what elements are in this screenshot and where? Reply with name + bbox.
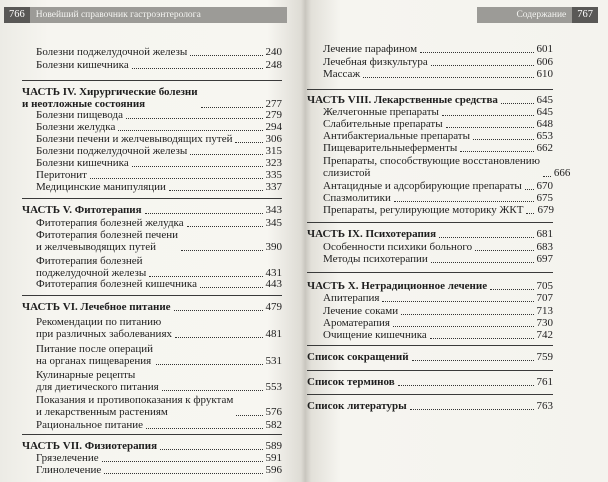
dot-leader xyxy=(236,415,262,416)
toc-entry xyxy=(323,56,553,68)
toc-entry xyxy=(36,121,282,133)
toc-page-number: 337 xyxy=(265,181,282,193)
toc-entry xyxy=(323,317,553,329)
toc-entry xyxy=(323,204,553,216)
toc-entry-title: Перитонит xyxy=(36,169,87,181)
section-divider xyxy=(22,295,282,296)
toc-page-number: 248 xyxy=(265,59,282,71)
toc-page-number: 713 xyxy=(536,305,553,317)
toc-page-number: 761 xyxy=(536,376,553,388)
toc-entry xyxy=(323,130,553,142)
dot-leader xyxy=(149,276,262,277)
running-header xyxy=(477,7,598,23)
dot-leader xyxy=(473,139,533,140)
toc-entry-title: ЧАСТЬ IX. Психотерапия xyxy=(307,228,437,240)
dot-leader xyxy=(190,154,262,155)
dot-leader xyxy=(446,127,534,128)
toc-entry xyxy=(36,464,282,476)
toc-entry-title: Список терминов xyxy=(307,376,395,388)
toc-entry-title: Препараты, регулирующие моторику ЖКТ xyxy=(323,204,524,216)
toc-page-number: 610 xyxy=(536,68,553,80)
dot-leader xyxy=(543,176,551,177)
toc-page-number: 645 xyxy=(536,106,553,118)
section-divider xyxy=(22,434,282,435)
dot-leader xyxy=(394,201,534,202)
toc-entry-title: Антибактериальные препараты xyxy=(323,130,471,142)
toc-entry-title: Болезни печени и желчевыводящих путей xyxy=(36,133,233,145)
toc-entry-title-line: и лекарственным растениям xyxy=(36,406,168,418)
dot-leader xyxy=(102,461,263,462)
toc-page-number: 596 xyxy=(265,464,282,476)
dot-leader xyxy=(382,301,533,302)
toc-page-number: 666 xyxy=(553,167,571,179)
toc-part-heading xyxy=(307,351,553,363)
toc-entry xyxy=(36,145,282,157)
toc-entry xyxy=(36,217,282,229)
toc-entry-title: Лечение соками xyxy=(323,305,399,317)
left-page xyxy=(0,0,300,482)
dot-leader xyxy=(410,409,534,410)
toc-entry-title: Антацидные и адсорбирующие препараты xyxy=(323,180,522,192)
toc-entry xyxy=(323,305,553,317)
toc-entry xyxy=(36,343,282,367)
toc-entry xyxy=(36,59,282,71)
toc-entry-title: Лечение парафином xyxy=(323,43,418,55)
toc-entry-title: Спазмолитики xyxy=(323,192,391,204)
toc-entry-title: Слабительные препараты xyxy=(323,118,443,130)
toc-entry xyxy=(36,46,282,58)
toc-entry-title: Глинолечение xyxy=(36,464,102,476)
toc-page-number: 443 xyxy=(265,278,282,290)
toc-entry xyxy=(36,181,282,193)
toc-entry xyxy=(323,68,553,80)
toc-part-heading xyxy=(307,280,553,292)
toc-entry-title: Особенности психики больного xyxy=(323,241,473,253)
toc-entry xyxy=(323,241,553,253)
toc-entry xyxy=(36,229,282,253)
toc-entry-title-line: и желчевыводящих путей xyxy=(36,241,156,253)
toc-page-number: 705 xyxy=(536,280,553,292)
toc-entry-title-line: Фитотерапия болезней xyxy=(36,255,143,267)
toc-entry-title: ЧАСТЬ X. Нетрадиционное лечение xyxy=(307,280,488,292)
toc-page-number: 323 xyxy=(265,157,282,169)
toc-entry-title-line: Рекомендации по питанию xyxy=(36,316,162,328)
running-head-title: Содержание xyxy=(516,10,567,20)
section-divider xyxy=(307,89,553,90)
toc-entry-title: Массаж xyxy=(323,68,361,80)
toc-entry xyxy=(36,452,282,464)
dot-leader xyxy=(393,326,534,327)
toc-entry-title: Грязелечение xyxy=(36,452,99,464)
toc-entry-title: ЧАСТЬ VI. Лечебное питание xyxy=(22,301,171,313)
toc-entry xyxy=(323,329,553,341)
dot-leader xyxy=(475,250,533,251)
toc-page-number: 345 xyxy=(265,217,282,229)
toc-page-number: 553 xyxy=(265,381,282,393)
dot-leader xyxy=(187,226,263,227)
dot-leader xyxy=(174,310,263,311)
dot-leader xyxy=(501,103,534,104)
toc-entry-title: ЧАСТЬ VIII. Лекарственные средства xyxy=(307,94,498,106)
toc-entry-title: ЧАСТЬ V. Фитотерапия xyxy=(22,204,142,216)
toc-entry xyxy=(36,169,282,181)
toc-page-number: 606 xyxy=(536,56,553,68)
toc-entry xyxy=(36,316,282,340)
toc-entry-title: Фитотерапия болезней желудка xyxy=(36,217,184,229)
toc-page-number: 763 xyxy=(536,400,553,412)
toc-page-number: 277 xyxy=(265,98,282,110)
dot-leader xyxy=(90,178,263,179)
dot-leader xyxy=(431,262,534,263)
toc-page-number: 653 xyxy=(536,130,553,142)
dot-leader xyxy=(398,385,534,386)
dot-leader xyxy=(156,364,262,365)
toc-page-number: 679 xyxy=(537,204,554,216)
toc-page-number: 294 xyxy=(265,121,282,133)
dot-leader xyxy=(490,289,533,290)
toc-entry-title: Лечебная физкультура xyxy=(323,56,428,68)
toc-page-number: 648 xyxy=(536,118,553,130)
toc-page-number: 576 xyxy=(265,406,282,418)
toc-entry-title: Болезни поджелудочной железы xyxy=(36,46,188,58)
toc-page-number: 531 xyxy=(265,355,282,367)
toc-entry-title: Методы психотерапии xyxy=(323,253,428,265)
toc-entry xyxy=(36,255,282,279)
toc-entry xyxy=(323,43,553,55)
dot-leader xyxy=(401,314,533,315)
section-divider xyxy=(307,345,553,346)
toc-page-number: 335 xyxy=(265,169,282,181)
toc-part-heading xyxy=(22,204,282,216)
toc-page-number: 742 xyxy=(536,329,553,341)
toc-entry xyxy=(323,106,553,118)
dot-leader xyxy=(175,337,262,338)
toc-entry-title-line: поджелудочной железы xyxy=(36,267,147,279)
dot-leader xyxy=(169,190,263,191)
toc-part-heading xyxy=(22,440,282,452)
dot-leader xyxy=(181,250,263,251)
section-divider xyxy=(307,222,553,223)
toc-entry-title-line: слизистой xyxy=(323,167,371,179)
dot-leader xyxy=(526,213,534,214)
toc-page-number: 670 xyxy=(536,180,553,192)
toc-entry xyxy=(323,192,553,204)
toc-page-number: 683 xyxy=(536,241,553,253)
toc-entry-title: Болезни пищевода xyxy=(36,109,123,121)
section-divider xyxy=(22,198,282,199)
toc-page-number: 707 xyxy=(536,292,553,304)
toc-page-number: 279 xyxy=(265,109,282,121)
toc-page-number: 675 xyxy=(536,192,553,204)
toc-entry-title: Желчегонные препараты xyxy=(323,106,439,118)
toc-part-heading xyxy=(307,228,553,240)
toc-page-number: 759 xyxy=(536,351,553,363)
section-divider xyxy=(307,272,553,273)
toc-page-number: 582 xyxy=(265,419,282,431)
dot-leader xyxy=(118,130,262,131)
toc-entry xyxy=(323,142,553,154)
toc-entry-title: Болезни кишечника xyxy=(36,157,129,169)
dot-leader xyxy=(162,390,263,391)
toc-entry xyxy=(36,394,282,418)
toc-entry-title: Болезни желудка xyxy=(36,121,116,133)
toc-page-number: 306 xyxy=(265,133,282,145)
dot-leader xyxy=(439,237,533,238)
toc-entry-title-line: при различных заболеваниях xyxy=(36,328,173,340)
toc-entry-title-line: Питание после операций xyxy=(36,343,154,355)
toc-page-number: 343 xyxy=(265,204,282,216)
running-head-title: Новейший справочник гастроэнтеролога xyxy=(35,10,201,20)
toc-part-heading xyxy=(22,86,282,110)
toc-page-number: 645 xyxy=(536,94,553,106)
toc-entry-title: Очищение кишечника xyxy=(323,329,427,341)
toc-page-number: 431 xyxy=(265,267,282,279)
toc-entry-title: Фитотерапия болезней кишечника xyxy=(36,278,197,290)
toc-page-number: 697 xyxy=(536,253,553,265)
toc-entry-title-line: и неотложные состояния xyxy=(22,98,146,110)
toc-entry-title-line: ЧАСТЬ IV. Хирургические болезни xyxy=(22,86,198,98)
toc-entry-title: ЧАСТЬ VII. Физиотерапия xyxy=(22,440,158,452)
toc-entry-title: Болезни поджелудочной железы xyxy=(36,145,188,157)
toc-entry xyxy=(36,278,282,290)
toc-entry xyxy=(323,118,553,130)
toc-page-number: 662 xyxy=(536,142,553,154)
dot-leader xyxy=(146,428,262,429)
toc-page-number: 479 xyxy=(265,301,282,313)
toc-page-number: 591 xyxy=(265,452,282,464)
toc-entry xyxy=(323,155,571,179)
toc-part-heading xyxy=(307,376,553,388)
dot-leader xyxy=(160,449,262,450)
toc-entry xyxy=(36,369,282,393)
dot-leader xyxy=(420,52,533,53)
toc-page-number: 390 xyxy=(265,241,282,253)
toc-page-number: 730 xyxy=(536,317,553,329)
dot-leader xyxy=(145,213,263,214)
dot-leader xyxy=(431,65,534,66)
dot-leader xyxy=(235,142,262,143)
toc-entry-title: Апитерапия xyxy=(323,292,380,304)
toc-entry-title: Пищеварительныеферменты xyxy=(323,142,458,154)
toc-part-heading xyxy=(307,400,553,412)
toc-entry xyxy=(36,133,282,145)
page-number: 766 xyxy=(4,7,30,23)
toc-entry-title-line: на органах пищеварения xyxy=(36,355,152,367)
toc-entry-title-line: Показания и противопоказания к фруктам xyxy=(36,394,234,406)
section-divider xyxy=(307,394,553,395)
dot-leader xyxy=(201,107,263,108)
toc-entry xyxy=(323,253,553,265)
section-divider xyxy=(307,370,553,371)
toc-page-number: 481 xyxy=(265,328,282,340)
toc-part-heading xyxy=(22,301,282,313)
running-header xyxy=(4,7,287,23)
toc-entry-title-line: Кулинарные рецепты xyxy=(36,369,136,381)
page-number: 767 xyxy=(572,7,598,23)
toc-entry-title-line: Фитотерапия болезней печени xyxy=(36,229,178,241)
toc-part-heading xyxy=(307,94,553,106)
toc-entry-title: Список литературы xyxy=(307,400,407,412)
toc-page-number: 601 xyxy=(536,43,553,55)
toc-entry-title: Ароматерапия xyxy=(323,317,390,329)
dot-leader xyxy=(442,115,534,116)
toc-entry xyxy=(323,292,553,304)
toc-page-number: 315 xyxy=(265,145,282,157)
toc-entry xyxy=(36,419,282,431)
dot-leader xyxy=(190,55,262,56)
toc-entry-title: Список сокращений xyxy=(307,351,409,363)
dot-leader xyxy=(132,166,263,167)
dot-leader xyxy=(126,118,263,119)
toc-page-number: 589 xyxy=(265,440,282,452)
toc-entry xyxy=(323,180,553,192)
dot-leader xyxy=(460,151,533,152)
dot-leader xyxy=(412,360,534,361)
toc-entry-title-line: для диетического питания xyxy=(36,381,159,393)
toc-entry-title: Рациональное питание xyxy=(36,419,144,431)
toc-entry-title-line: Препараты, способствующие восстановлению xyxy=(323,155,540,167)
section-divider xyxy=(22,80,282,81)
dot-leader xyxy=(200,287,263,288)
toc-entry xyxy=(36,109,282,121)
toc-entry-title: Медицинские манипуляции xyxy=(36,181,166,193)
dot-leader xyxy=(363,77,533,78)
toc-entry xyxy=(36,157,282,169)
dot-leader xyxy=(132,68,263,69)
toc-page-number: 681 xyxy=(536,228,553,240)
dot-leader xyxy=(525,189,534,190)
dot-leader xyxy=(104,473,262,474)
toc-page-number: 240 xyxy=(265,46,282,58)
toc-entry-title: Болезни кишечника xyxy=(36,59,129,71)
dot-leader xyxy=(430,338,534,339)
right-page xyxy=(303,0,608,482)
